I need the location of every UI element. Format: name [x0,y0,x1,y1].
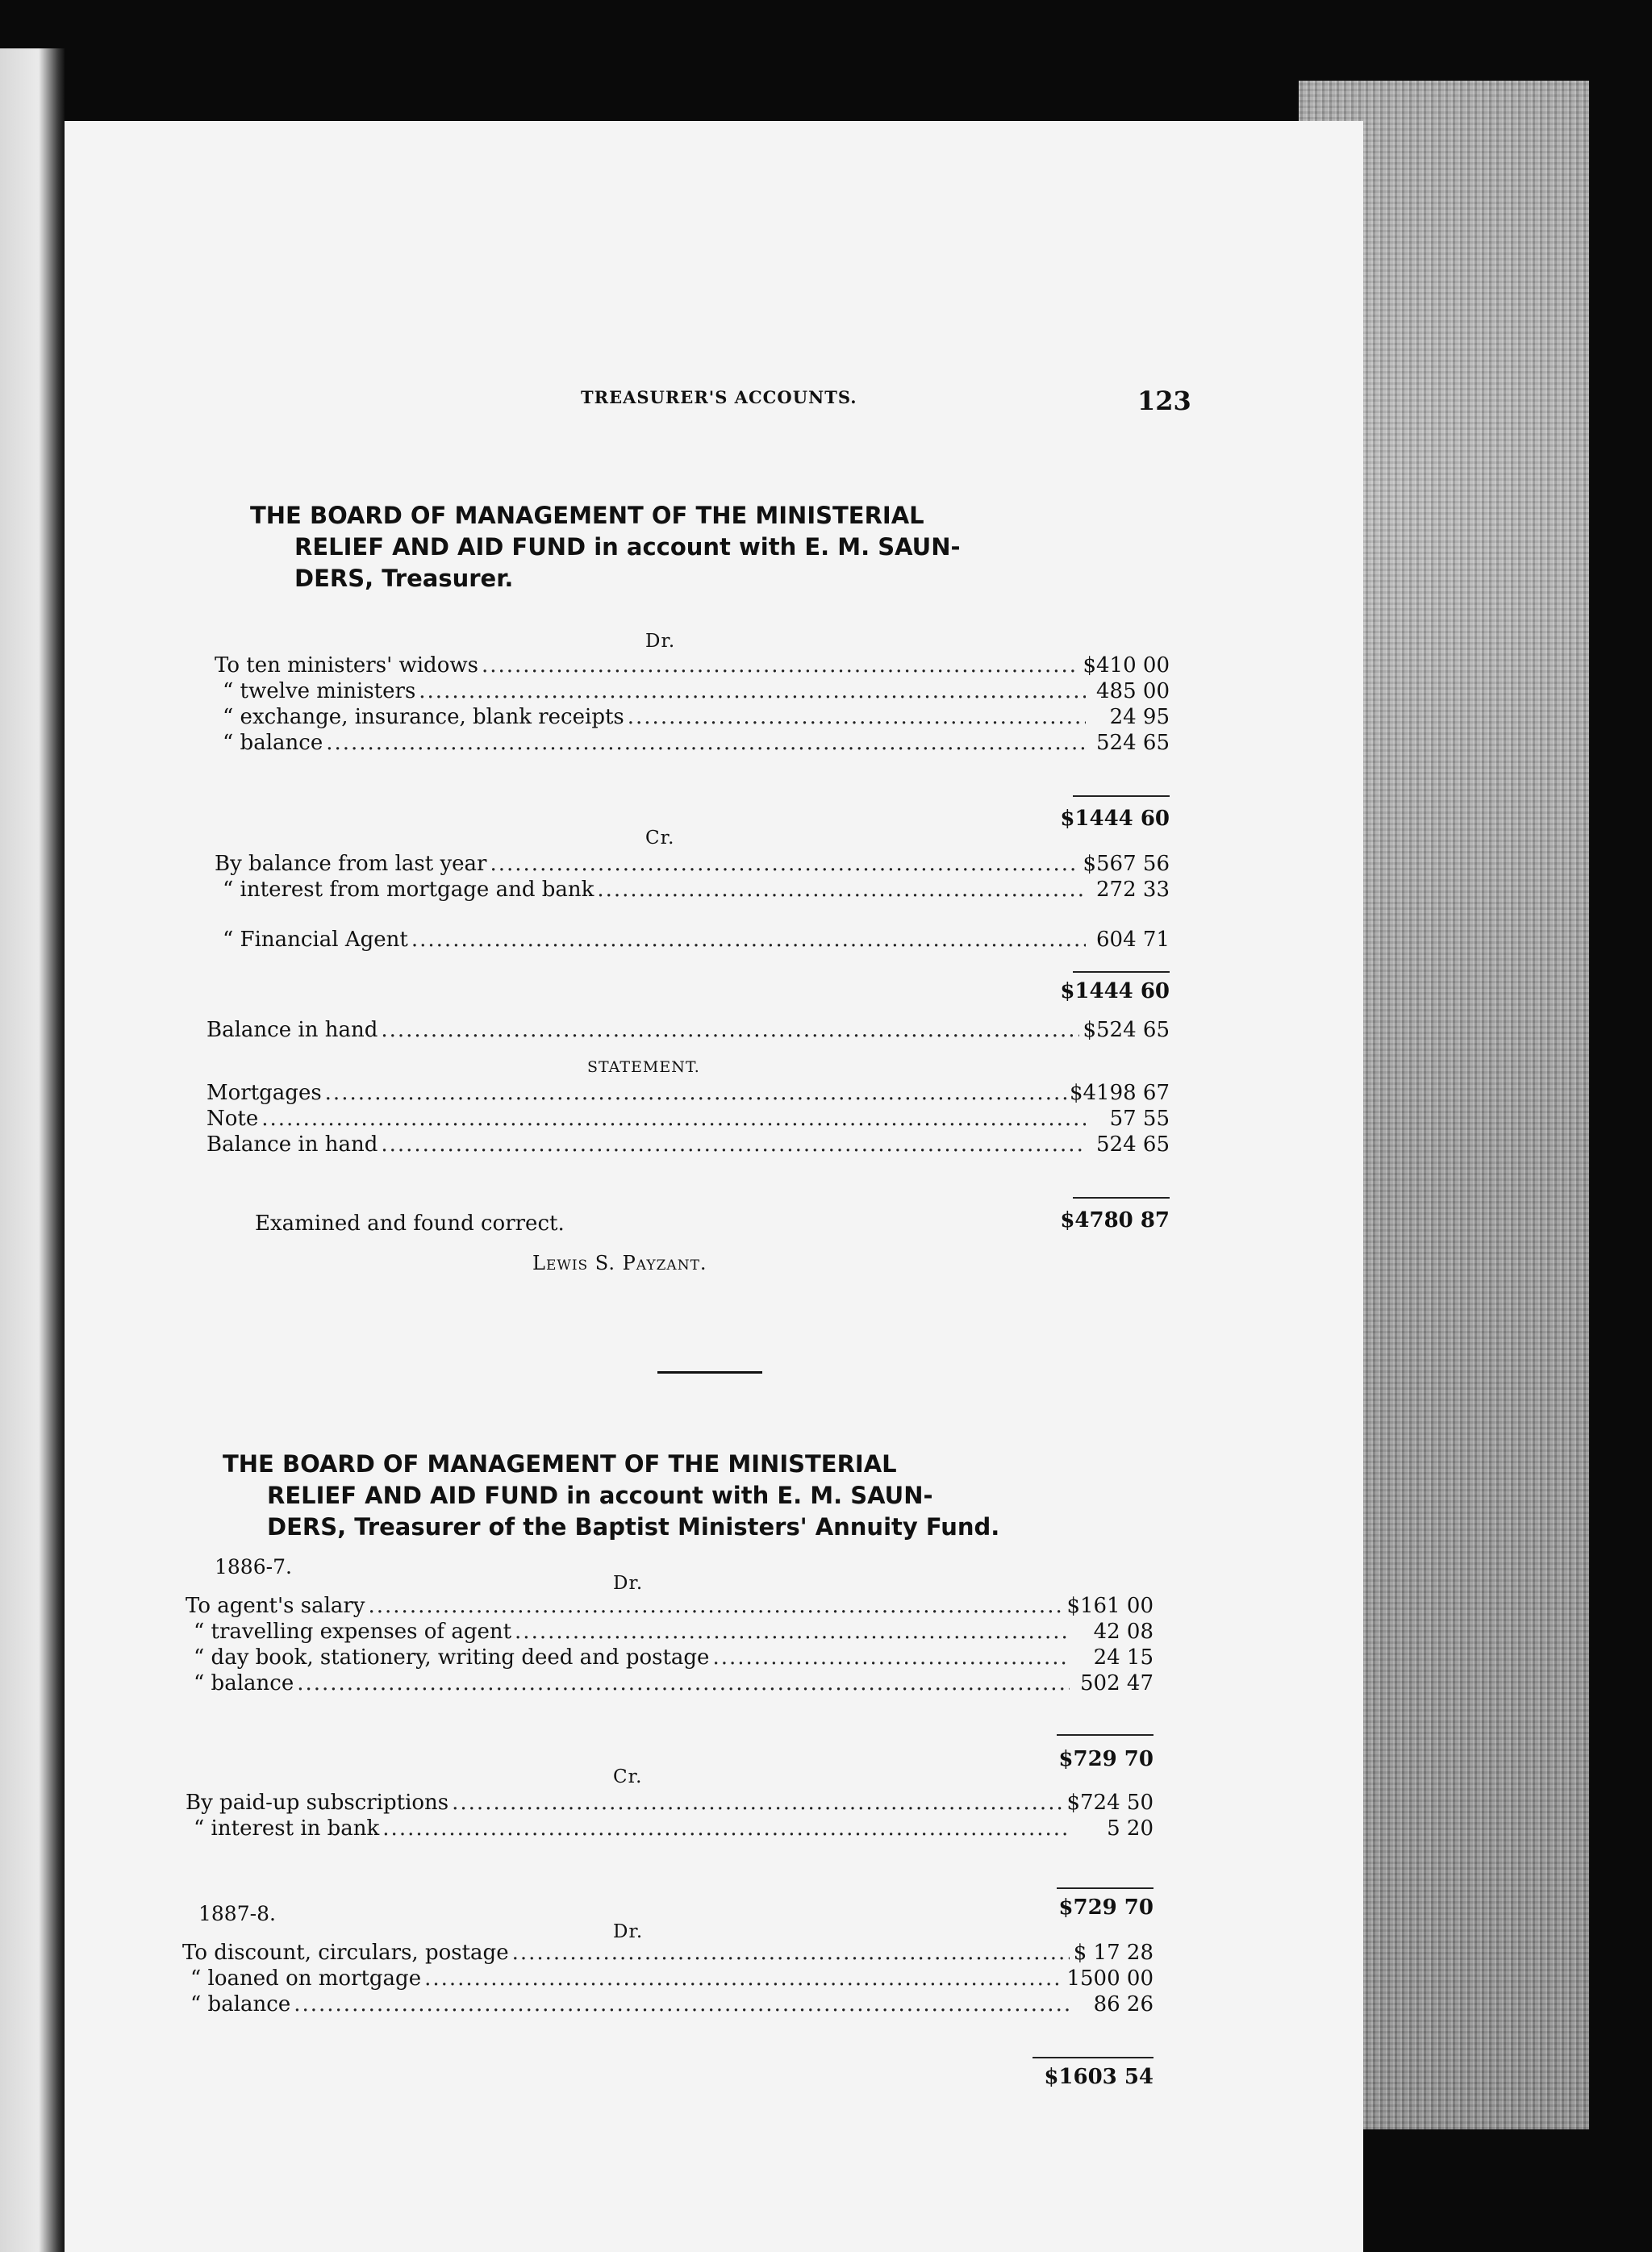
debit-label: Dr. [613,1921,644,1942]
ledger-row [194,1645,1153,1671]
ledger-row [186,1594,1153,1620]
row-label: “ balance [194,1671,294,1695]
heading-line: RELIEF AND AID FUND in account with E. M. SAUN- [294,533,961,561]
row-amount: 272 33 [1096,878,1170,902]
ledger-row [223,679,1170,705]
row-label: By paid-up subscriptions [186,1791,449,1815]
row-label: Balance in hand [206,1132,378,1157]
ledger-row [223,705,1170,731]
leader-dots [712,1645,1070,1670]
leader-dots [452,1791,1063,1815]
row-label: To ten ministers' widows [215,653,478,678]
debit-label: Dr. [645,631,676,652]
debit-total: $1444 60 [1060,807,1170,831]
leader-dots [382,1816,1070,1841]
ledger-row [194,1671,1153,1697]
ledger-row [223,878,1170,903]
debit-total: $729 70 [1058,1747,1153,1771]
row-amount: $567 56 [1083,852,1170,876]
heading-line: RELIEF AND AID FUND in account with E. M. SAUN- [267,1482,933,1509]
row-amount: 24 15 [1093,1645,1153,1670]
row-label: Balance in hand [206,1018,378,1042]
page-content [65,121,1436,2218]
row-label: “ balance [190,1992,291,2016]
row-label: To agent's salary [186,1594,365,1618]
row-amount: 42 08 [1093,1620,1153,1644]
credit-total: $729 70 [1058,1895,1153,1920]
ledger-row [215,852,1170,878]
credit-label: Cr. [613,1766,643,1787]
leader-dots [411,928,1086,952]
ledger-row [206,1132,1170,1158]
left-page-edge [0,48,65,2252]
credit-label: Cr. [645,828,675,849]
statement-label: STATEMENT. [587,1058,700,1076]
account1-heading [250,500,1162,594]
leader-dots [381,1018,1079,1042]
row-amount: $724 50 [1066,1791,1153,1815]
book-page [65,121,1363,2252]
leader-dots [369,1594,1064,1618]
row-label: “ interest from mortgage and bank [223,878,594,902]
row-amount: 86 26 [1093,1992,1153,2016]
examined-note: Examined and found correct. [255,1211,565,1236]
row-amount: 604 71 [1096,928,1170,952]
account2-heading [223,1449,1150,1543]
leader-dots [490,852,1079,876]
heading-line: DERS, Treasurer of the Baptist Ministers' Annuity Fund. [267,1513,1000,1541]
row-amount: 1500 00 [1066,1966,1153,1991]
row-amount: $ 17 28 [1073,1941,1153,1965]
total-rule [1057,1887,1153,1889]
row-label: “ Financial Agent [223,928,408,952]
ledger-row [223,731,1170,757]
total-rule [1057,1734,1153,1736]
row-amount: $4198 67 [1069,1081,1170,1105]
page-number: 123 [1137,386,1191,416]
total-rule [1032,2057,1153,2058]
leader-dots [325,1081,1066,1105]
leader-dots [261,1107,1086,1131]
row-amount: 24 95 [1109,705,1170,729]
row-label: “ travelling expenses of agent [194,1620,512,1644]
row-amount: $524 65 [1083,1018,1170,1042]
leader-dots [515,1620,1070,1644]
row-label: “ twelve ministers [223,679,416,703]
leader-dots [482,653,1080,678]
heading-line: DERS, Treasurer. [294,565,514,592]
debit-total: $1603 54 [1044,2065,1153,2089]
statement-total: $4780 87 [1060,1208,1170,1232]
row-amount: 57 55 [1109,1107,1170,1131]
row-amount: 5 20 [1107,1816,1153,1841]
row-amount: 485 00 [1096,679,1170,703]
row-amount: 524 65 [1096,731,1170,755]
row-label: “ interest in bank [194,1816,380,1841]
section-divider [657,1371,762,1374]
row-amount: 502 47 [1080,1671,1153,1695]
auditor-signature: Lewis S. Payzant. [532,1252,707,1274]
fiscal-year: 1886-7. [215,1555,292,1578]
leader-dots [419,679,1086,703]
row-label: “ day book, stationery, writing deed and postage [194,1645,710,1670]
leader-dots [628,705,1086,729]
ledger-row [190,1992,1153,2018]
leader-dots [326,731,1086,755]
row-label: “ loaned on mortgage [190,1966,422,1991]
heading-line: THE BOARD OF MANAGEMENT OF THE MINISTERIAL [250,502,924,529]
credit-total: $1444 60 [1060,979,1170,1003]
ledger-row [215,653,1170,679]
heading-line: THE BOARD OF MANAGEMENT OF THE MINISTERIAL [223,1450,897,1478]
ledger-row [206,1107,1170,1132]
row-label: By balance from last year [215,852,487,876]
row-amount: $410 00 [1083,653,1170,678]
total-rule [1073,1197,1170,1199]
ledger-row [186,1791,1153,1816]
fiscal-year: 1887-8. [198,1902,276,1925]
ledger-row [223,928,1170,953]
row-label: “ exchange, insurance, blank receipts [223,705,624,729]
ledger-row [194,1620,1153,1645]
row-amount: 524 65 [1096,1132,1170,1157]
leader-dots [381,1132,1086,1157]
leader-dots [597,878,1086,902]
debit-label: Dr. [613,1573,644,1594]
ledger-row [182,1941,1153,1966]
ledger-row [190,1966,1153,1992]
row-amount: $161 00 [1066,1594,1153,1618]
leader-dots [424,1966,1063,1991]
running-head: TREASURER'S ACCOUNTS. [581,387,857,407]
total-rule [1073,971,1170,973]
row-label: Mortgages [206,1081,322,1105]
leader-dots [297,1671,1070,1695]
row-label: “ balance [223,731,323,755]
ledger-row [206,1081,1170,1107]
balance-in-hand-row [206,1018,1170,1044]
ledger-row [194,1816,1153,1842]
row-label: Note [206,1107,259,1131]
leader-dots [294,1992,1070,2016]
total-rule [1073,795,1170,797]
leader-dots [512,1941,1070,1965]
row-label: To discount, circulars, postage [182,1941,509,1965]
